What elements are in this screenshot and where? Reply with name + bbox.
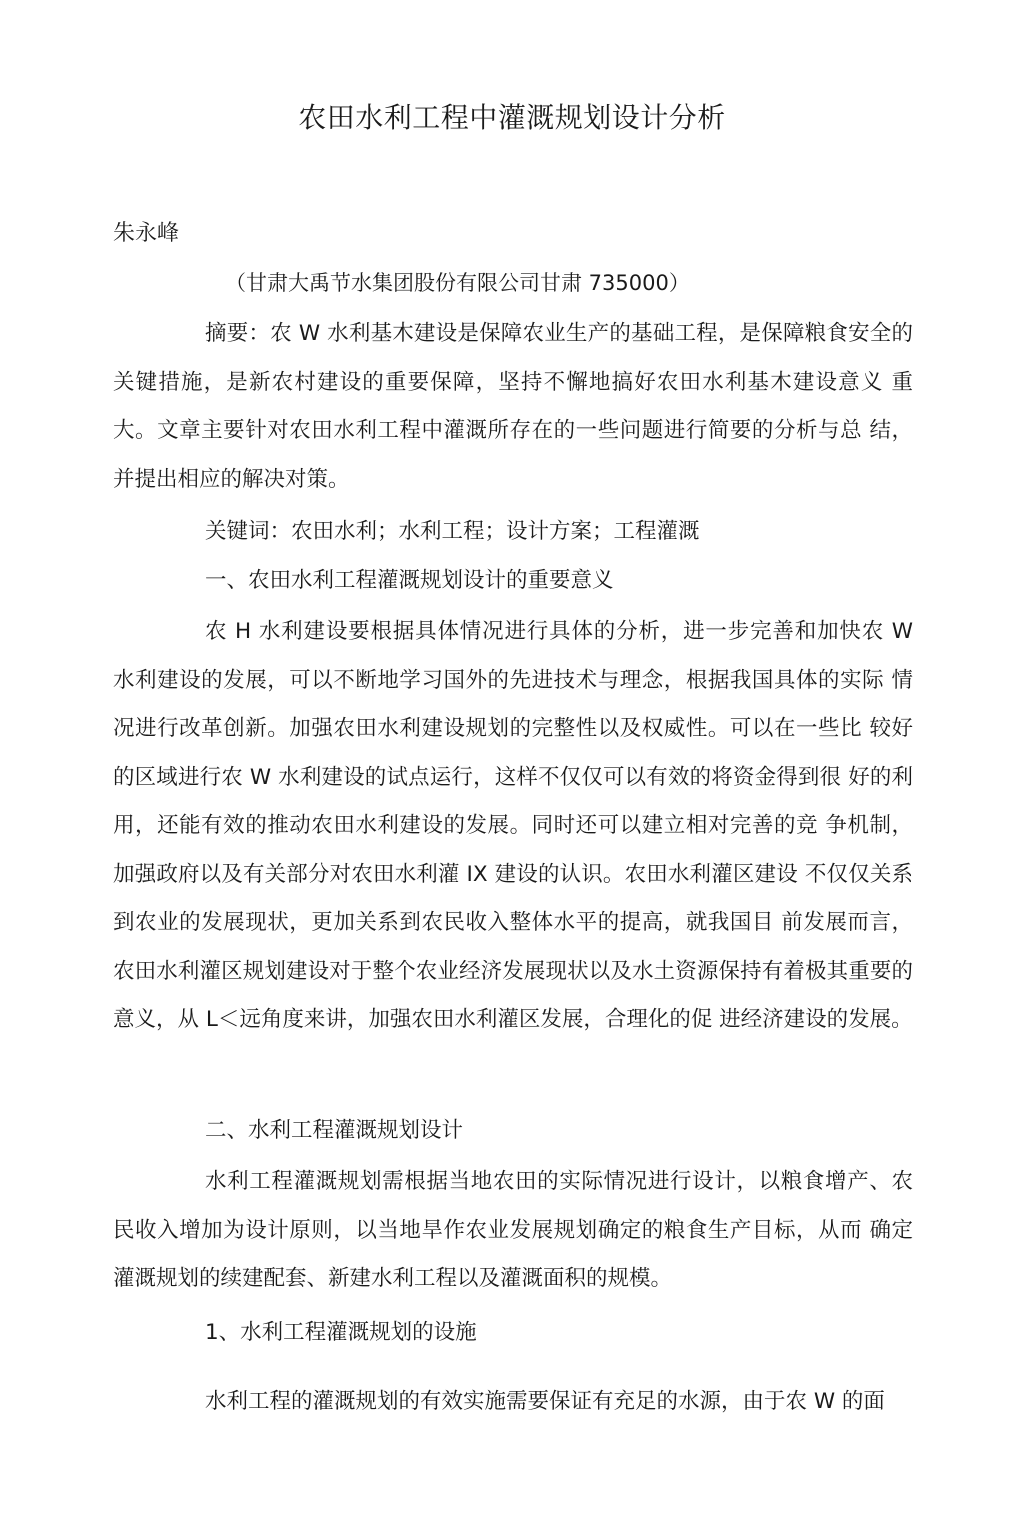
section-1-paragraph: 农 H 水利建设要根据具体情况进行具体的分析，进一步完善和加快农 W 水利建设的发展，可以不断地学习国外的先进技术与理念，根据我国具体的实际 情况进行改革创新。加强农田水利建设规划的完整性以及权威性。可以在一些比 较好的区域进行农 W 水利建设的试点运行，这样不仅仅可以有效的将资金得到很 好的利用，还能有效的推动农田水利建设的发展。同时还可以建立相对完善的竞 争机制，加强政府以及有关部分对农田水利灌 IX 建设的认识。农田水利灌区建设 不仅仅关系到农业的发展现状，更加关系到农民收入整体水平的提高，就我国目 前发展而言，农田水利灌区规划建设对于整个农业经济发展现状以及水土资源保持有着极其重要的意义，从 L＜远角度来讲，加强农田水利灌区发展，合理化的促 进经济建设的发展。 <box>113 619 913 1032</box>
author-name: 朱永峰 <box>113 221 180 246</box>
subsection-1-paragraph: 水利工程的灌溉规划的有效实施需要保证有充足的水源，由于农 W 的面 <box>205 1389 885 1414</box>
subsection-1-heading: 1、水利工程灌溉规划的设施 <box>205 1320 477 1345</box>
keywords-line: 关键词：农田水利；水利工程；设计方案；工程灌溉 <box>205 519 700 544</box>
author-affiliation: （甘肃大禹节水集团股份有限公司甘肃 735000） <box>225 271 690 295</box>
section-2-heading: 二、水利工程灌溉规划设计 <box>205 1118 464 1143</box>
section-1-heading: 一、农田水利工程灌溉规划设计的重要意义 <box>205 568 614 593</box>
section-2-paragraph: 水利工程灌溉规划需根据当地农田的实际情况进行设计，以粮食增产、农民收入增加为设计原则，以当地旱作农业发展规划确定的粮食生产目标，从而 确定灌溉规划的续建配套、新建水利工程以及灌溉面积的规模。 <box>113 1169 913 1291</box>
abstract-paragraph: 摘要：农 W 水利基木建设是保障农业生产的基础工程，是保障粮食安全的关键措施，是新农村建设的重要保障，坚持不懈地搞好农田水利基木建设意义 重大。文章主要针对农田水利工程中灌溉所存在的一些问题进行简要的分析与总 结，并提出相应的解决对策。 <box>113 321 913 492</box>
document-title: 农田水利工程中灌溉规划设计分析 <box>298 101 726 134</box>
